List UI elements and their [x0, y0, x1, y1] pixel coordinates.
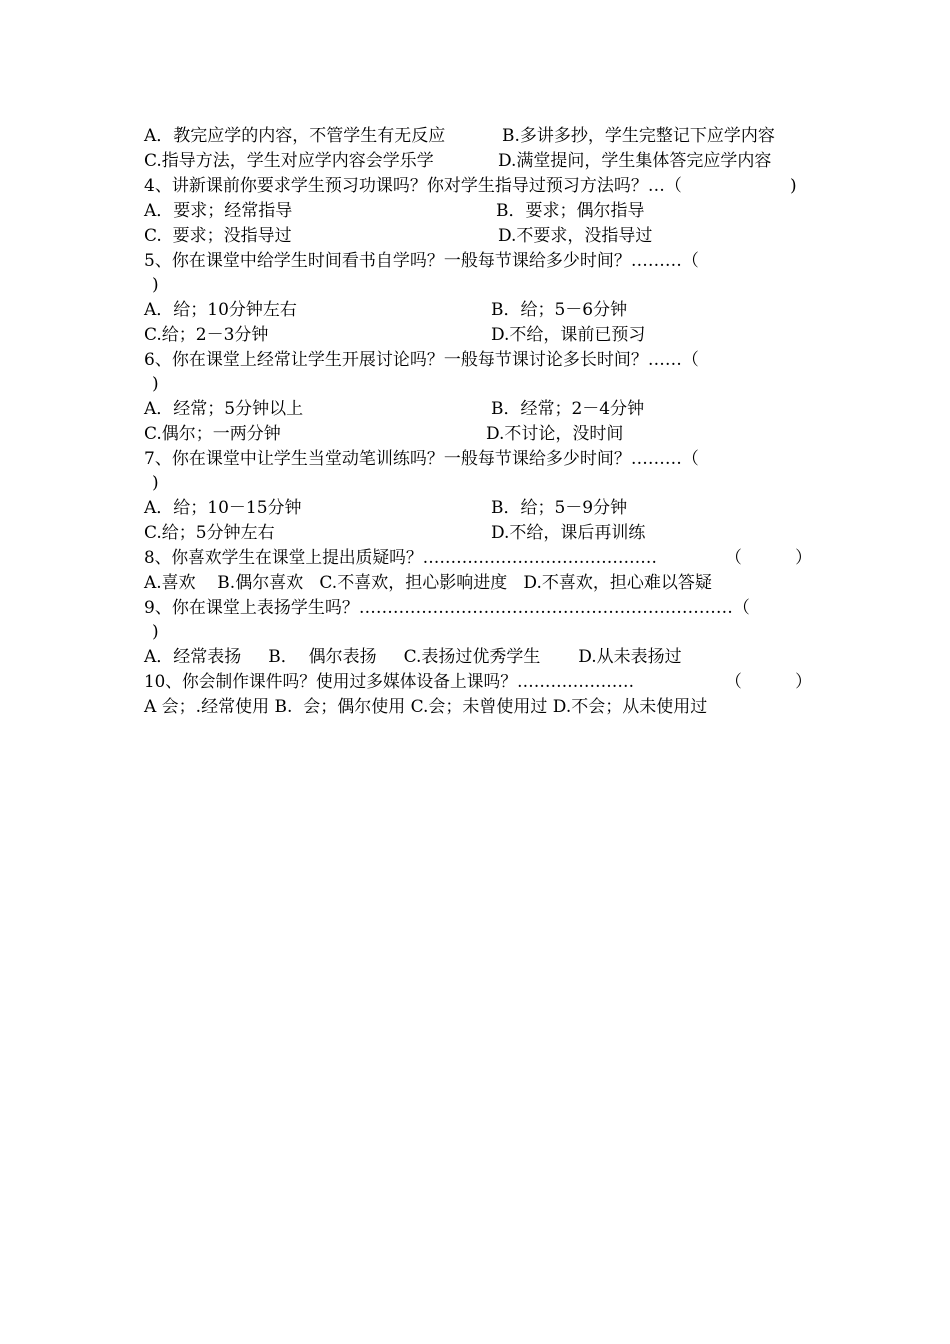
q5-stem-text: 5、你在课堂中给学生时间看书自学吗？一般每节课给多少时间？………（: [144, 251, 699, 271]
q6-option-c: C.偶尔；一两分钟: [144, 424, 281, 444]
q4-option-c: C. 要求；没指导过: [144, 226, 292, 246]
q9-stem: [144, 596, 750, 621]
q5-option-row-2: [144, 323, 646, 348]
q6-close-paren: ): [152, 374, 159, 394]
q7-option-a: A．给；10－15分钟: [144, 498, 302, 518]
q8-answer-paren: （ ）: [725, 548, 812, 568]
q6-stem: [144, 348, 699, 373]
q6-stem-text: 6、你在课堂上经常让学生开展讨论吗？一般每节课讨论多长时间？……（: [144, 350, 699, 370]
q6-option-row-1: [144, 397, 645, 422]
q10-answer-paren: （ ）: [725, 672, 812, 692]
q7-option-row-1: [144, 496, 628, 521]
q3-option-c: C.指导方法，学生对应学内容会学乐学: [144, 151, 434, 171]
q3-option-row-2: [144, 149, 772, 174]
q4-option-d: D.不要求，没指导过: [498, 226, 653, 246]
q7-option-c: C.给；5分钟左右: [144, 523, 275, 543]
q9-stem-text: 9、你在课堂上表扬学生吗？…………………………………………………………（: [144, 598, 750, 618]
q4-option-row-2: [144, 224, 653, 249]
q5-option-d: D.不给，课前已预习: [491, 325, 646, 345]
q10-stem: [144, 670, 812, 695]
q6-option-b: B．经常；2－4分钟: [491, 399, 645, 419]
q3-option-row-1: [144, 124, 775, 149]
q7-close-paren: ): [152, 473, 159, 493]
q6-option-d: D.不讨论，没时间: [486, 424, 624, 444]
q4-stem: [144, 174, 797, 199]
q6-option-row-2: [144, 422, 624, 447]
q3-option-d: D.满堂提问，学生集体答完应学内容: [498, 151, 772, 171]
q9-options: A．经常表扬 B． 偶尔表扬 C.表扬过优秀学生 D.从未表扬过: [144, 647, 682, 667]
q4-option-b: B．要求；偶尔指导: [496, 201, 645, 221]
q4-option-a: A．要求；经常指导: [144, 201, 293, 221]
q4-option-row-1: [144, 199, 645, 224]
q8-stem: [144, 546, 812, 571]
q10-options: A 会；.经常使用 B. 会；偶尔使用 C.会；未曾使用过 D.不会；从未使用过: [144, 697, 708, 717]
q6-option-a: A．经常；5分钟以上: [144, 399, 304, 419]
q8-options: A.喜欢 B.偶尔喜欢 C.不喜欢，担心影响进度 D.不喜欢，担心难以答疑: [144, 573, 712, 593]
q5-option-c: C.给；2－3分钟: [144, 325, 269, 345]
q4-close-paren: ): [790, 176, 797, 196]
q5-option-a: A．给；10分钟左右: [144, 300, 297, 320]
q5-option-b: B．给；5－6分钟: [491, 300, 628, 320]
q9-close-paren: ): [152, 622, 159, 642]
q3-option-a: A．教完应学的内容，不管学生有无反应: [144, 126, 446, 146]
q10-stem-text: 10、你会制作课件吗？使用过多媒体设备上课吗？…………………: [144, 672, 635, 692]
q5-option-row-1: [144, 298, 628, 323]
q7-stem-text: 7、你在课堂中让学生当堂动笔训练吗？一般每节课给多少时间？………（: [144, 449, 699, 469]
q4-stem-text: 4、讲新课前你要求学生预习功课吗？你对学生指导过预习方法吗？…（: [144, 176, 682, 196]
q7-option-b: B．给；5－9分钟: [491, 498, 628, 518]
q5-close-paren: ): [152, 275, 159, 295]
q8-stem-text: 8、你喜欢学生在课堂上提出质疑吗？……………………………………: [144, 548, 658, 568]
q3-option-b: B.多讲多抄，学生完整记下应学内容: [502, 126, 775, 146]
q7-option-d: D.不给，课后再训练: [491, 523, 646, 543]
q5-stem: [144, 249, 699, 274]
q7-option-row-2: [144, 521, 646, 546]
q7-stem: [144, 447, 699, 472]
